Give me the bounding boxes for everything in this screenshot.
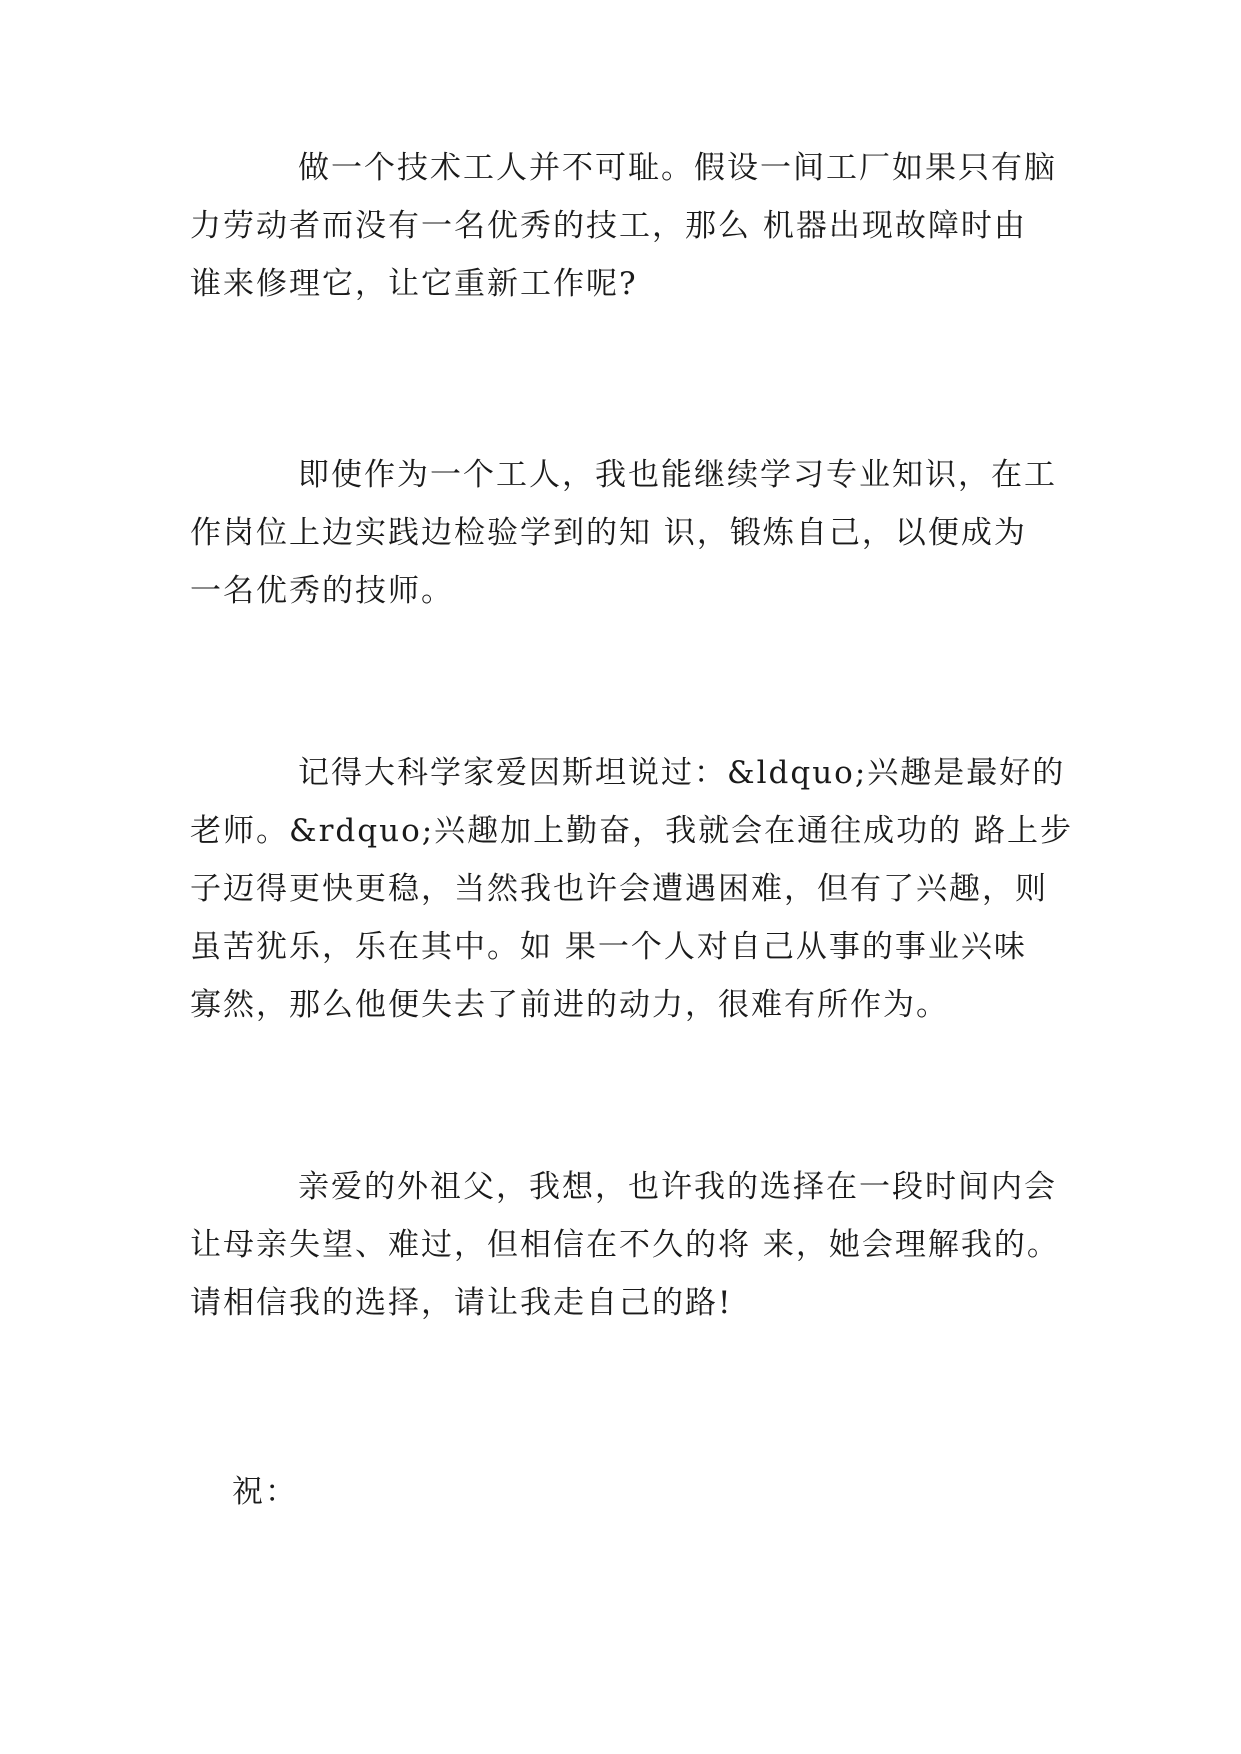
paragraph-1-line-3: 谁来修理它，让它重新工作呢? — [190, 266, 638, 302]
paragraph-4-line-3: 请相信我的选择，请让我走自己的路! — [190, 1285, 733, 1321]
paragraph-3-line-4: 虽苦犹乐，乐在其中。如 果一个人对自己从事的事业兴味 — [190, 929, 1027, 965]
paragraph-1-line-1: 做一个技术工人并不可耻。假设一间工厂如果只有脑 — [298, 150, 1057, 186]
paragraph-2-line-2: 作岗位上边实践边检验学到的知 识，锻炼自己，以便成为 — [190, 515, 1027, 551]
paragraph-2-line-1: 即使作为一个工人，我也能继续学习专业知识，在工 — [298, 457, 1057, 493]
paragraph-2-line-3: 一名优秀的技师。 — [190, 573, 454, 609]
paragraph-3-line-3: 子迈得更快更稳，当然我也许会遭遇困难，但有了兴趣，则 — [190, 871, 1048, 907]
closing-greeting: 祝： — [232, 1474, 298, 1510]
paragraph-3-line-5: 寡然，那么他便失去了前进的动力，很难有所作为。 — [190, 987, 949, 1023]
paragraph-1-line-2: 力劳动者而没有一名优秀的技工，那么 机器出现故障时由 — [190, 208, 1027, 244]
paragraph-3-line-2: 老师。&rdquo;兴趣加上勤奋，我就会在通往成功的 路上步 — [190, 813, 1074, 849]
paragraph-3-line-1: 记得大科学家爱因斯坦说过：&ldquo;兴趣是最好的 — [298, 755, 1066, 791]
paragraph-4-line-2: 让母亲失望、难过，但相信在不久的将 来，她会理解我的。 — [190, 1227, 1060, 1263]
paragraph-4-line-1: 亲爱的外祖父，我想，也许我的选择在一段时间内会 — [298, 1169, 1057, 1205]
